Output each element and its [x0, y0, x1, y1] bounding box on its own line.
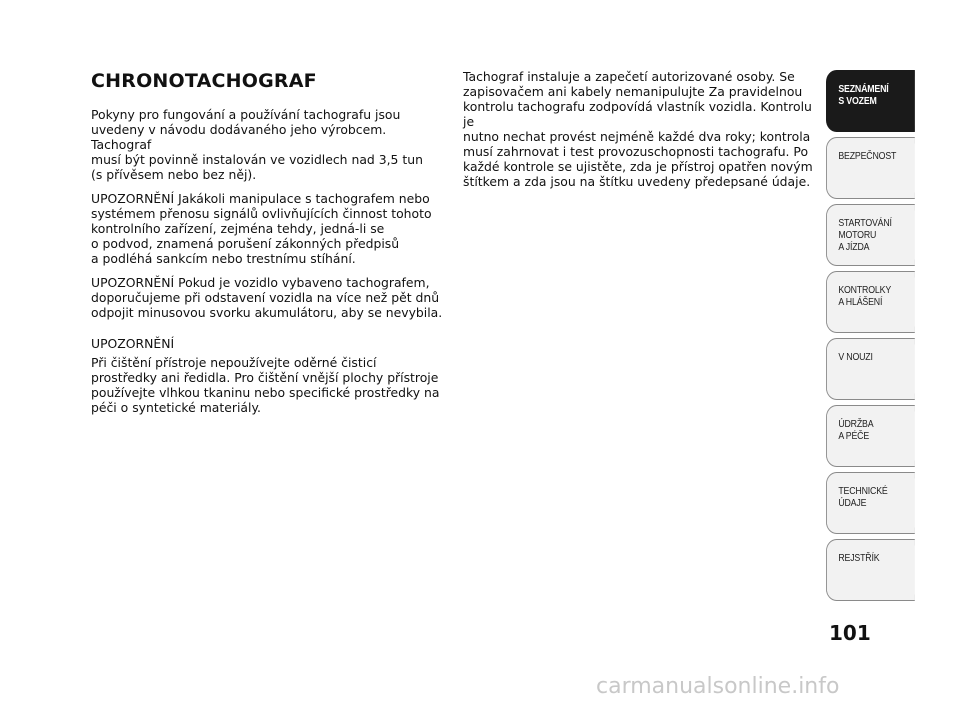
section-nav-tabs	[826, 70, 920, 606]
right-column	[463, 69, 815, 198]
tab-technicke-udaje[interactable]: TECHNICKÉ ÚDAJE	[826, 472, 915, 534]
tab-v-nouzi[interactable]: V NOUZI	[826, 338, 915, 400]
inspection-paragraph: Tachograf instaluje a zapečetí autorizované osoby. Se zapisovačem ani kabely nemanipulujte Za pravidelnou kontrolu tachografu zodpovídá vlastník vozidla. Kontrolu je nutno nechat provést nejméně každé dva roky; kontrola musí zahrnovat i test provozuschopnosti tachografu. Po každé kontrole se ujistěte, zda je přístroj opatřen novým štítkem a zda jsou na štítku uvedeny předepsané údaje.	[463, 69, 813, 189]
tab-udrzba[interactable]: ÚDRŽBA A PÉČE	[826, 405, 915, 467]
warning-paragraph-battery: UPOZORNĚNÍ Pokud je vozidlo vybaveno tachografem, doporučujeme při odstavení vozidla na více než pět dnů odpojit minusovou svorku akumulátoru, aby se nevybila.	[91, 275, 443, 320]
section-title: CHRONOTACHOGRAF	[91, 70, 317, 92]
left-column	[91, 107, 446, 424]
tab-startovani-motoru[interactable]: STARTOVÁNÍ MOTORU A JÍZDA	[826, 204, 915, 266]
tab-seznameni-s-vozem[interactable]: SEZNÁMENÍ S VOZEM	[826, 70, 915, 132]
intro-paragraph: Pokyny pro fungování a používání tachografu jsou uvedeny v návodu dodávaného jeho výrobcem. Tachograf musí být povinně instalován ve vozidlech nad 3,5 tun (s přívěsem nebo bez něj).	[91, 107, 423, 182]
tab-kontrolky[interactable]: KONTROLKY A HLÁŠENÍ	[826, 271, 915, 333]
tab-bezpecnost[interactable]: BEZPEČNOST	[826, 137, 915, 199]
tab-rejstrik[interactable]: REJSTŘÍK	[826, 539, 915, 601]
warning-paragraph-cleaning: Při čištění přístroje nepoužívejte oděrné čisticí prostředky ani ředidla. Pro čištění vnější plochy přístroje používejte vlhkou tkaninu nebo specifické prostředky na péči o syntetické materiály.	[91, 355, 440, 415]
warning-heading: UPOZORNĚNÍ	[91, 336, 175, 351]
warning-paragraph-manipulation: UPOZORNĚNÍ Jakákoli manipulace s tachografem nebo systémem přenosu signálů ovlivňujících činnost tohoto kontrolního zařízení, zejména tehdy, jedná-li se o podvod, znamená porušení zákonných předpisů a podléhá sankcím nebo trestnímu stíhání.	[91, 191, 432, 266]
page-number: 101	[829, 621, 871, 645]
watermark: carmanualsonline.info	[596, 674, 840, 699]
